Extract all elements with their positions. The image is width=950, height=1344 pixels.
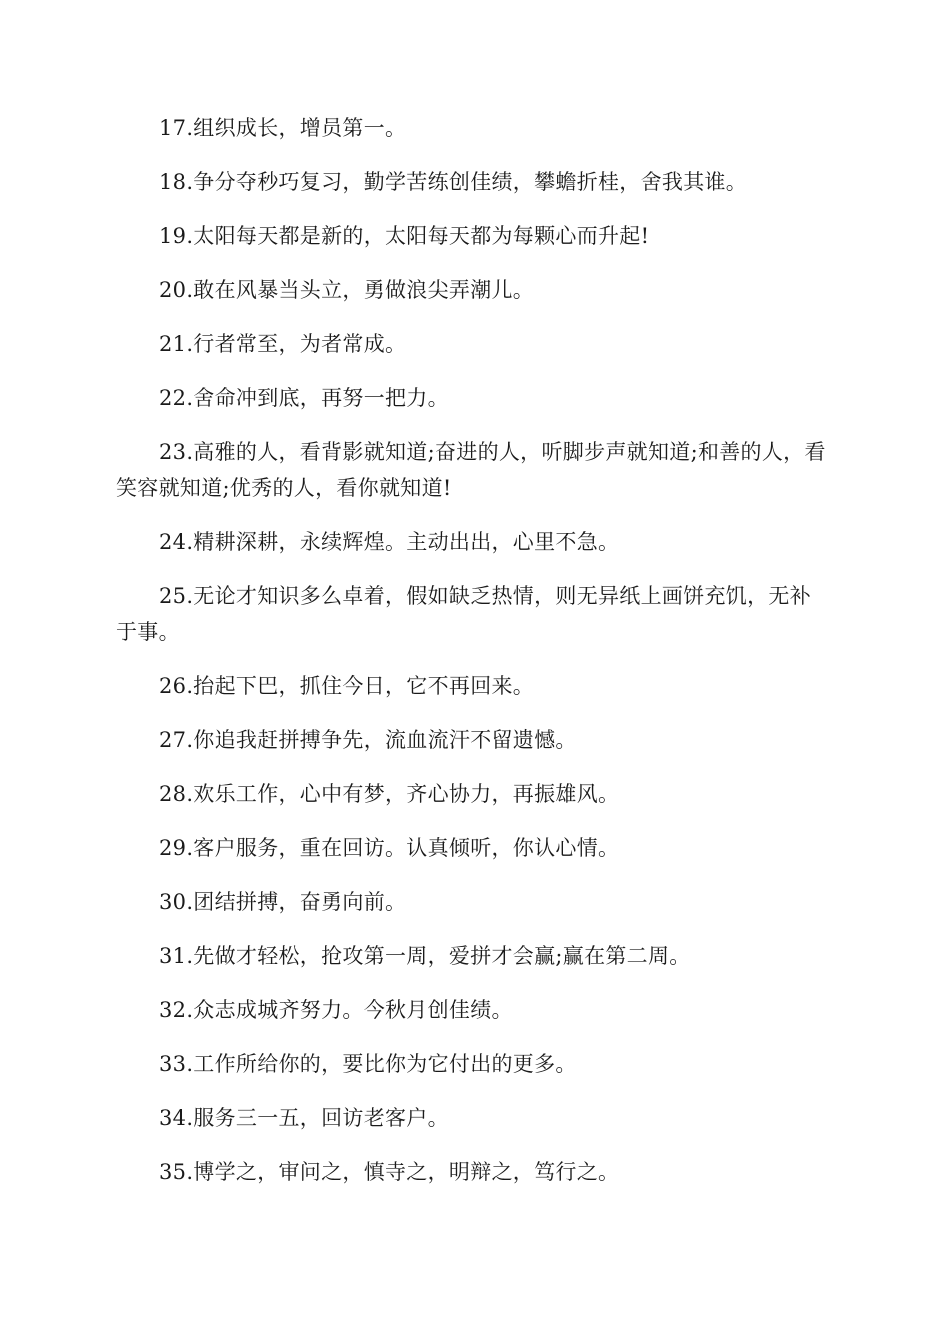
list-item: 35.博学之，审问之，慎寺之，明辩之，笃行之。 [159,1160,620,1184]
list-item: 28.欢乐工作，心中有梦，齐心协力，再振雄风。 [159,782,620,806]
list-item: 24.精耕深耕，永续辉煌。主动出出，心里不急。 [159,530,620,554]
list-item: 23.高雅的人，看背影就知道;奋进的人，听脚步声就知道;和善的人，看笑容就知道;优秀的人，看你就知道! [116,440,826,500]
list-item: 31.先做才轻松，抢攻第一周，爱拼才会赢;赢在第二周。 [159,944,691,968]
list-item: 30.团结拼搏，奋勇向前。 [159,890,407,914]
list-item: 27.你追我赶拼搏争先，流血流汗不留遗憾。 [159,728,577,752]
list-item: 18.争分夺秒巧复习，勤学苦练创佳绩，攀蟾折桂，舍我其谁。 [159,170,748,194]
list-item: 20.敢在风暴当头立，勇做浪尖弄潮儿。 [159,278,535,302]
list-item: 21.行者常至，为者常成。 [159,332,407,356]
list-item: 29.客户服务，重在回访。认真倾听，你认心情。 [159,836,620,860]
list-item: 33.工作所给你的，要比你为它付出的更多。 [159,1052,577,1076]
list-item: 32.众志成城齐努力。今秋月创佳绩。 [159,998,513,1022]
list-item: 19.太阳每天都是新的，太阳每天都为每颗心而升起! [159,224,650,248]
list-item: 26.抬起下巴，抓住今日，它不再回来。 [159,674,535,698]
list-item: 34.服务三一五，回访老客户。 [159,1106,449,1130]
document-body [116,110,830,1208]
list-item: 17.组织成长，增员第一。 [159,116,407,140]
list-item: 22.舍命冲到底，再努一把力。 [159,386,449,410]
list-item: 25.无论才知识多么卓着，假如缺乏热情，则无异纸上画饼充饥，无补于事。 [116,584,811,644]
